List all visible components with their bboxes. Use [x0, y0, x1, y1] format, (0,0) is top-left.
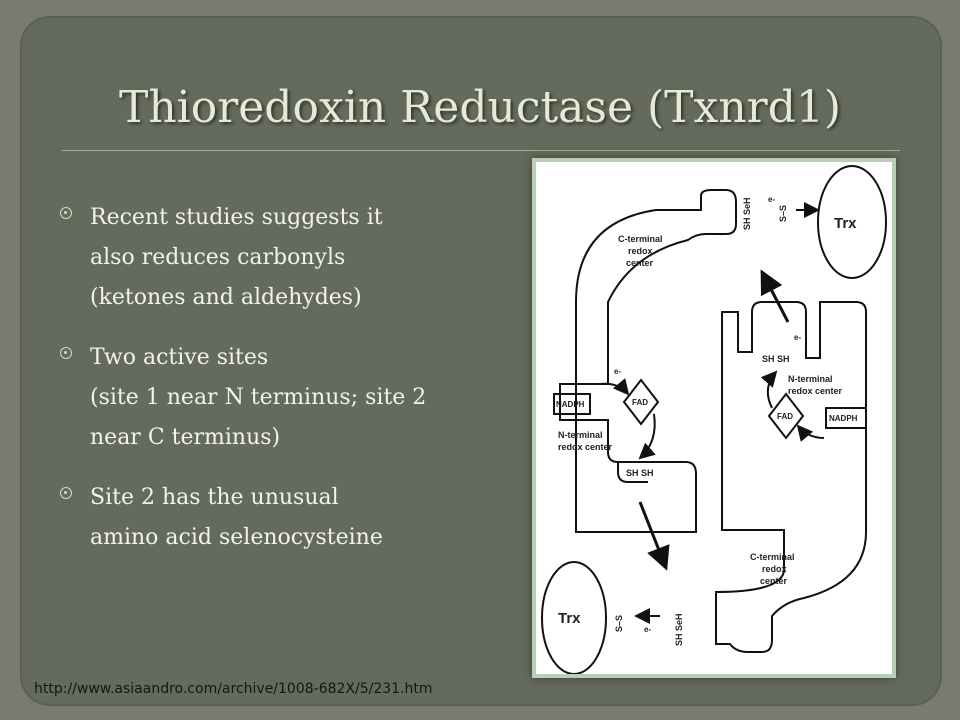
c-terminal-bottom-label: C-terminal redox center [750, 552, 795, 586]
arrow-left-nadph-to-fad [600, 384, 628, 394]
bullet-line: near C terminus) [90, 425, 281, 450]
bullet-list [60, 198, 530, 578]
txnrd1-diagram [536, 162, 892, 674]
source-url[interactable]: http://www.asiaandro.com/archive/1008-682X/5/231.htm [34, 681, 433, 697]
bullet-line: Two active sites [90, 345, 269, 370]
n-terminal-right-label: N-terminal redox center [788, 374, 843, 396]
electron-bottom-label: e- [644, 625, 652, 634]
sh-sh-left-label: SH SH [626, 468, 654, 478]
electron-left-label: e- [614, 367, 622, 376]
s-s-top-label: S–S [778, 204, 788, 222]
bullet-line: Recent studies suggests it [90, 205, 383, 230]
sh-seh-bottom-label: SH SeH [674, 613, 684, 646]
sh-sh-right-label: SH SH [762, 354, 790, 364]
arrow-right-nadph-to-fad [798, 426, 824, 438]
bullet-line: also reduces carbonyls [90, 245, 346, 270]
bullet-line: amino acid selenocysteine [90, 525, 383, 550]
c-terminal-top-label: C-terminal redox center [618, 234, 663, 268]
trx-bottom-label: Trx [558, 610, 581, 627]
arrow-up-right [762, 272, 788, 322]
nadph-right-label: NADPH [829, 414, 858, 423]
slide-title: Thioredoxin Reductase (Txnrd1) [118, 82, 842, 133]
bullet-marker-icon [60, 207, 72, 219]
bullet-line: (site 1 near N terminus; site 2 [90, 385, 427, 410]
fad-left-label: FAD [632, 398, 648, 407]
electron-top-label: e- [768, 195, 776, 204]
n-terminal-left-label: N-terminal redox center [558, 430, 613, 452]
fad-right-label: FAD [777, 412, 793, 421]
bullet-line: (ketones and aldehydes) [90, 285, 362, 310]
diagram-figure [532, 158, 896, 678]
s-s-bottom-label: S–S [614, 614, 624, 632]
nadph-left-label: NADPH [556, 400, 585, 409]
electron-right-label: e- [794, 333, 802, 342]
bullet-item [60, 478, 530, 558]
bullet-item [60, 338, 530, 458]
title-divider [62, 150, 900, 151]
sh-seh-top-label: SH SeH [742, 197, 752, 230]
trx-top-label: Trx [834, 215, 857, 232]
bullet-item [60, 198, 530, 318]
subunit-b-outline [716, 302, 866, 652]
bullet-marker-icon [60, 487, 72, 499]
bullet-line: Site 2 has the unusual [90, 485, 339, 510]
arrow-left-fad-down [640, 414, 655, 458]
arrow-down-right [640, 502, 666, 568]
arrow-right-fad-up [768, 372, 776, 408]
bullet-marker-icon [60, 347, 72, 359]
